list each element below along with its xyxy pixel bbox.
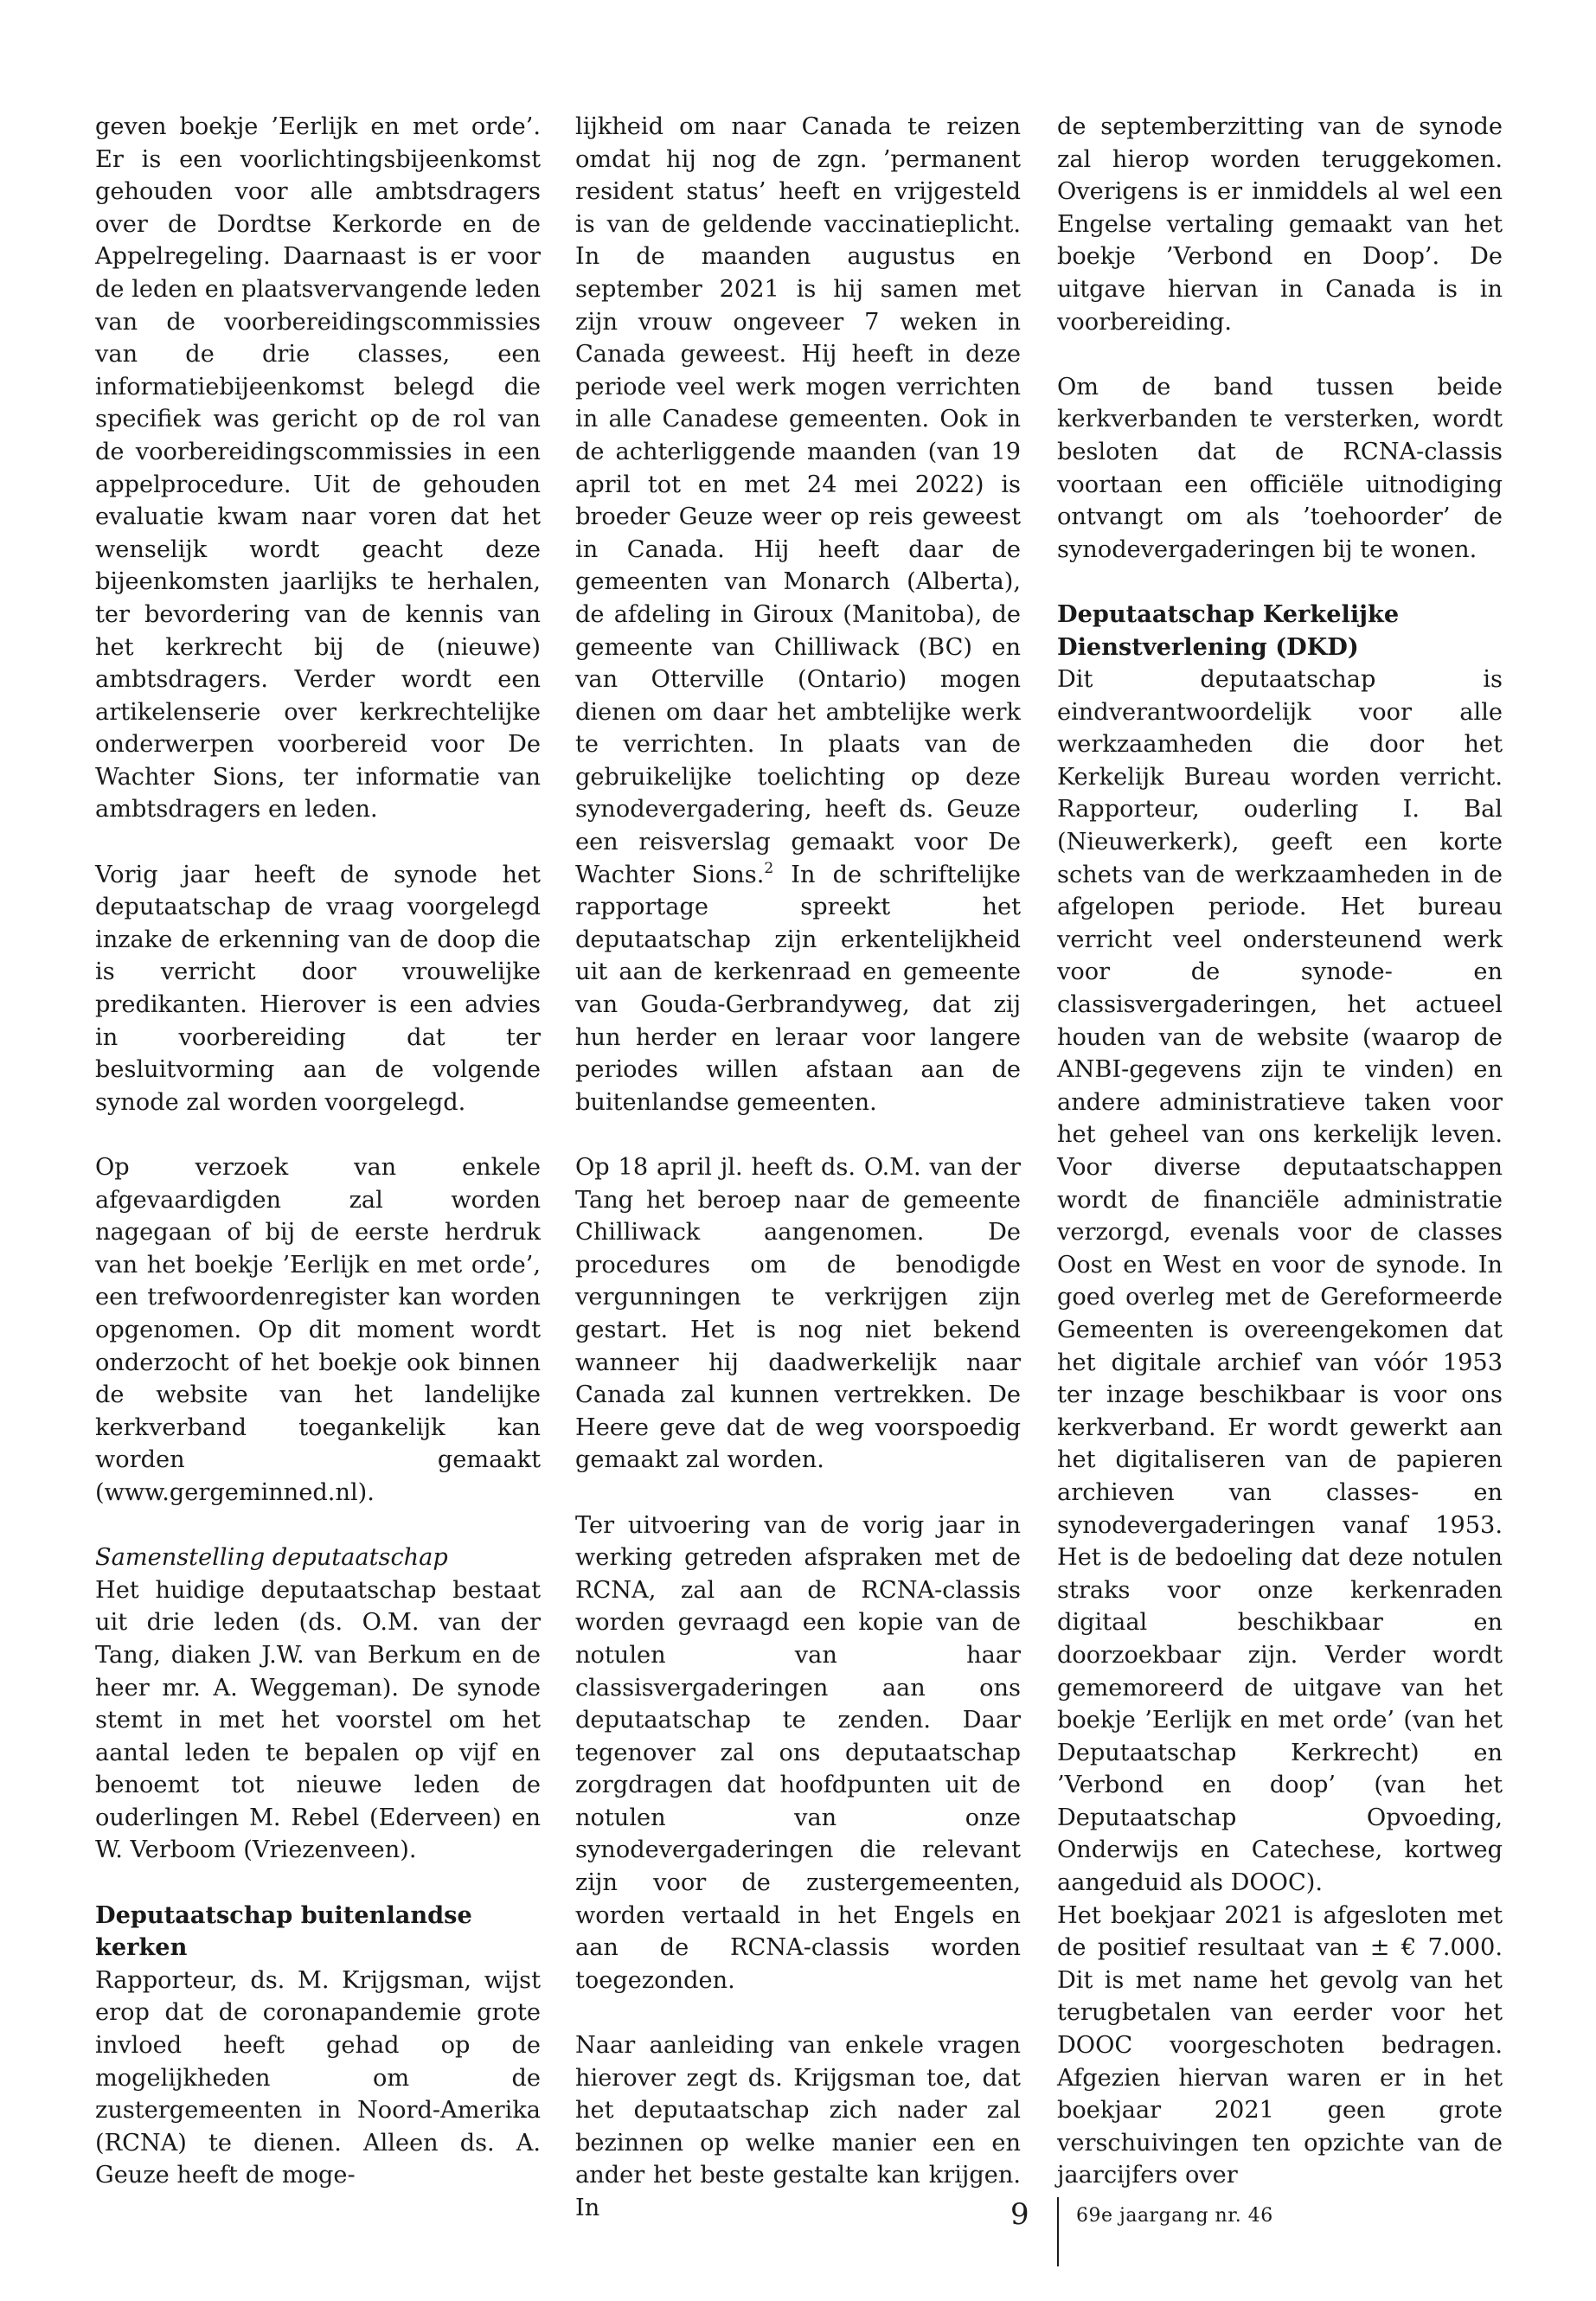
paragraph-text: In de schriftelijke rapportage spreekt het deputaatschap zijn erkentelijkheid uit aan de kerkenraad en gemeente van Gouda-Gerbrandyweg, dat zij hun herder en leraar voor langere periodes willen afstaan aan de buitenlandse gemeenten. (575, 861, 1021, 1116)
section-heading-buitenlandse-kerken: Deputaatschap buitenlandse kerken (95, 1900, 472, 1962)
article-column-3 (1057, 111, 1503, 2192)
paragraph: Rapporteur, ds. M. Krijgsman, wijst erop dat de coronapandemie grote invloed heeft gehad op de mogelijkheden om de zustergemeenten in Noord-Amerika (RCNA) te dienen. Alleen ds. A. Geuze heeft de moge- (95, 1966, 541, 2189)
paragraph: Dit deputaatschap is eindverantwoordelijk voor alle werkzaamheden die door het Kerkelijk Bureau worden verricht. Rapporteur, ouderling I. Bal (Nieuwerkerk), geeft een korte schets van de werkzaamheden in de afgelopen periode. Het bureau verricht veel ondersteunend werk voor de synode- en classisvergaderingen, het actueel houden van de website (waarop de ANBI-gegevens zijn te vinden) en andere administratieve taken voor het geheel van ons kerkelijk leven. Voor diverse deputaatschappen wordt de financiële administratie verzorgd, evenals voor de classes Oost en West en voor de synode. In goed overleg met de Gereformeerde Gemeenten is overeengekomen dat het digitale archief van vóór 1953 ter inzage beschikbaar is voor ons kerkverband. Er wordt gewerkt aan het digitaliseren van de papieren archieven van classes- en synodevergaderingen vanaf 1953. Het is de bedoeling dat deze notulen straks voor onze kerkenraden digitaal beschikbaar en doorzoekbaar zijn. Verder wordt gememoreerd de uitgave van het boekje ’Eerlijk en met orde’ (van het Deputaatschap Kerkrecht) en ’Verbond en doop’ (van het Deputaatschap Opvoeding, Onderwijs en Catechese, kortweg aangeduid als DOOC). (1057, 666, 1503, 1897)
page-number: 9 (1010, 2197, 1029, 2232)
footer-divider (1057, 2197, 1059, 2266)
paragraph: Op verzoek van enkele afgevaardigden zal worden nagegaan of bij de eerste herdruk van het boekje ’Eerlijk en met orde’, een trefwoordenregister kan worden opgenomen. Op dit moment wordt onderzocht of het boekje ook binnen de website van het landelijke kerkverband toegankelijk kan worden gemaakt (www.gergeminned.nl). (95, 1154, 541, 1506)
paragraph: Het boekjaar 2021 is afgesloten met de positief resultaat van ± € 7.000. Dit is met name het gevolg van het terugbetalen van eerder voor het DOOC voorgeschoten bedragen. Afgezien hiervan waren er in het boekjaar 2021 geen grote verschuivingen ten opzichte van de jaarcijfers over (1057, 1901, 1503, 2189)
page-footer (0, 2197, 1596, 2266)
paragraph: Ter uitvoering van de vorig jaar in werking getreden afspraken met de RCNA, zal aan de RCNA-classis worden gevraagd een kopie van de notulen van haar classisvergaderingen aan ons deputaatschap te zenden. Daar tegenover zal ons deputaatschap zorgdragen dat hoofdpunten uit de notulen van onze synodevergaderingen die relevant zijn voor de zustergemeenten, worden vertaald in het Engels en aan de RCNA-classis worden toegezonden. (575, 1511, 1021, 1994)
paragraph (575, 111, 1021, 1118)
paragraph: Vorig jaar heeft de synode het deputaatschap de vraag voorgelegd inzake de erkenning van de doop die is verricht door vrouwelijke predikanten. Hierover is een advies in voorbereiding dat ter besluitvorming aan de volgende synode zal worden voorgelegd. (95, 861, 541, 1116)
paragraph: de septemberzitting van de synode zal hierop worden teruggekomen. Overigens is er inmiddels al wel een Engelse vertaling gemaakt van het boekje ’Verbond en Doop’. De uitgave hiervan in Canada is in voorbereiding. (1057, 113, 1503, 336)
paragraph-text: lijkheid om naar Canada te reizen omdat hij nog de zgn. ’permanent resident status’ heeft en vrijgesteld is van de geldende vaccinatieplicht. In de maanden augustus en september 2021 is hij samen met zijn vrouw ongeveer 7 weken in Canada geweest. Hij heeft in deze periode veel werk mogen verrichten in alle Canadese gemeenten. Ook in de achterliggende maanden (van 19 april tot en met 24 mei 2022) is broeder Geuze weer op reis geweest in Canada. Hij heeft daar de gemeenten van Monarch (Alberta), de afdeling in Giroux (Manitoba), de gemeente van Chilliwack (BC) en van Otterville (Ontario) mogen dienen om daar het ambtelijke werk te verrichten. In plaats van de gebruikelijke toelichting op deze synodevergadering, heeft ds. Geuze een reisverslag gemaakt voor De Wachter Sions. (575, 113, 1021, 888)
section-heading-dkd: Deputaatschap Kerkelijke Dienstverlening (DKD) (1057, 599, 1400, 661)
paragraph: Op 18 april jl. heeft ds. O.M. van der Tang het beroep naar de gemeente Chilliwack aangenomen. De procedures om de benodigde vergunningen te verkrijgen zijn gestart. Het is nog niet bekend wanneer hij daadwerkelijk naar Canada zal kunnen vertrekken. De Heere geve dat de weg voorspoedig gemaakt zal worden. (575, 1154, 1021, 1474)
paragraph: Naar aanleiding van enkele vragen hierover zegt ds. Krijgsman toe, dat het deputaatschap zich nader zal bezinnen op welke manier een en ander het beste gestalte kan krijgen. In (575, 2032, 1021, 2221)
article-column-2 (575, 111, 1021, 2225)
paragraph: Om de band tussen beide kerkverbanden te versterken, wordt besloten dat de RCNA-classis voortaan een officiële uitnodiging ontvangt om als ’toehoorder’ de synodevergaderingen bij te wonen. (1057, 373, 1503, 563)
subheading-samenstelling: Samenstelling deputaatschap (95, 1544, 448, 1572)
article-column-1 (95, 111, 541, 2192)
paragraph: geven boekje ’Eerlijk en met orde’. Er is een voorlichtingsbijeenkomst gehouden voor alle ambtsdragers over de Dordtse Kerkorde en de Appelregeling. Daarnaast is er voor de leden en plaatsvervangende leden van de voorbereidingscommissies van de drie classes, een informatiebijeenkomst belegd die specifiek was gericht op de rol van de voorbereidingscommissies in een appelprocedure. Uit de gehouden evaluatie kwam naar voren dat het wenselijk wordt geacht deze bijeenkomsten jaarlijks te herhalen, ter bevordering van de kennis van het kerkrecht bij de (nieuwe) ambtsdragers. Verder wordt een artikelenserie over kerkrechtelijke onderwerpen voorbereid voor De Wachter Sions, ter informatie van ambtsdragers en leden. (95, 113, 541, 824)
footnote-reference: 2 (764, 859, 774, 877)
paragraph: Het huidige deputaatschap bestaat uit drie leden (ds. O.M. van der Tang, diaken J.W. van Berkum en de heer mr. A. Weggeman). De synode stemt in met het voorstel om het aantal leden te bepalen op vijf en benoemt tot nieuwe leden de ouderlingen M. Rebel (Ederveen) en W. Verboom (Vriezenveen). (95, 1576, 541, 1864)
issue-label: 69e jaargang nr. 46 (1076, 2205, 1273, 2227)
